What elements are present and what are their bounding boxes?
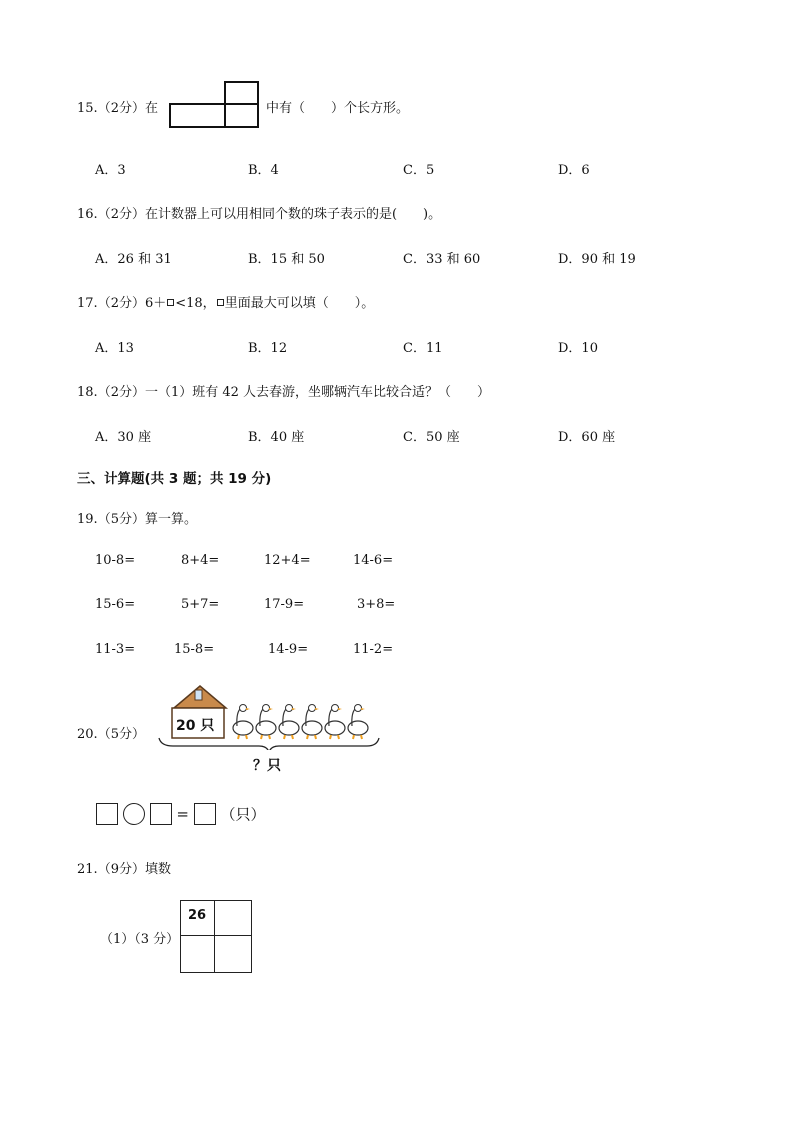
q20-stem [77, 723, 145, 742]
q16-option-d[interactable]: D．90 和 19 [558, 252, 636, 267]
calc-item: 3+8= [357, 597, 396, 612]
calc-item: 17-9= [264, 597, 305, 612]
q16-score: （2分） [97, 207, 145, 222]
goose-icon [256, 705, 276, 740]
q15-number: 15. [77, 101, 98, 116]
q21-stem [77, 858, 171, 877]
q20-score: （5分） [97, 727, 145, 742]
q15-rectangle-figure [168, 80, 262, 130]
grid-cell[interactable] [180, 935, 215, 973]
q15-option-d[interactable]: D．6 [558, 163, 590, 178]
goose-icon [325, 705, 345, 740]
calc-item: 11-3= [95, 642, 136, 657]
q15-text-after: 中有（ ）个长方形。 [266, 101, 410, 116]
q18-option-b[interactable]: B．40 座 [248, 430, 305, 445]
house-label: 20 只 [176, 718, 215, 734]
q17-stem [77, 292, 374, 311]
number-grid [180, 900, 252, 973]
q17-text-c: 里面最大可以填（ ）。 [224, 296, 375, 311]
q18-option-a[interactable]: A．30 座 [95, 430, 152, 445]
calc-item: 12+4= [264, 553, 311, 568]
grid-cell [180, 900, 215, 936]
q21-sub1-label: （1）（3 分） [100, 932, 180, 947]
calc-item: 14-9= [268, 642, 309, 657]
q18-option-c[interactable]: C．50 座 [403, 430, 460, 445]
q21-number: 21. [77, 862, 98, 877]
q17-text-a: 6＋ [144, 296, 167, 311]
brace-icon [159, 738, 379, 750]
blank-box-icon [167, 299, 174, 306]
answer-box-2[interactable] [150, 803, 172, 825]
q20-answer-row [96, 803, 266, 825]
q21-text: 填数 [144, 862, 171, 877]
goose-icon [348, 705, 368, 740]
q15-stem [77, 97, 158, 116]
answer-box-1[interactable] [96, 803, 118, 825]
answer-unit: （只） [220, 805, 266, 824]
goose-icon [233, 705, 253, 740]
q18-option-d[interactable]: D．60 座 [558, 430, 616, 445]
calc-item: 14-6= [353, 553, 394, 568]
calc-item: 8+4= [181, 553, 220, 568]
section-3-heading: 三、计算题(共 3 题；共 19 分) [77, 471, 272, 487]
q15-option-a[interactable]: A．3 [95, 163, 126, 178]
q15-option-c[interactable]: C．5 [403, 163, 435, 178]
blank-box-icon [217, 299, 224, 306]
q18-text: 一（1）班有 42 人去春游，坐哪辆汽车比较合适？（ ） [144, 385, 491, 400]
q19-score: （5分） [97, 512, 145, 527]
q16-number: 16. [77, 207, 98, 222]
q16-option-a[interactable]: A．26 和 31 [95, 252, 172, 267]
q16-stem [77, 203, 441, 222]
q15-option-b[interactable]: B．4 [248, 163, 279, 178]
q16-option-b[interactable]: B．15 和 50 [248, 252, 325, 267]
q17-option-b[interactable]: B．12 [248, 341, 288, 356]
answer-box-result[interactable] [194, 803, 216, 825]
calc-item: 15-6= [95, 597, 136, 612]
total-label: ？只 [253, 758, 281, 774]
q17-text-b: <18， [175, 296, 216, 311]
q17-number: 17. [77, 296, 98, 311]
q17-option-c[interactable]: C．11 [403, 341, 443, 356]
grid-cell[interactable] [214, 900, 252, 936]
q18-stem [77, 381, 490, 400]
q15-score: （2分） [97, 101, 145, 116]
q18-score: （2分） [97, 385, 145, 400]
q21-score: （9分） [97, 862, 145, 877]
calc-item: 10-8= [95, 553, 136, 568]
q16-option-c[interactable]: C．33 和 60 [403, 252, 481, 267]
q20-number: 20. [77, 727, 98, 742]
calc-item: 15-8= [174, 642, 215, 657]
goose-icon [302, 705, 322, 740]
goose-icon [279, 705, 299, 740]
q16-text: 在计数器上可以用相同个数的珠子表示的是( )。 [144, 207, 442, 222]
q17-score: （2分） [97, 296, 145, 311]
operator-circle[interactable] [123, 803, 145, 825]
q19-stem [77, 508, 197, 527]
calc-item: 11-2= [353, 642, 394, 657]
grid-cell-value: 26 [188, 908, 207, 923]
calc-item: 5+7= [181, 597, 220, 612]
q19-text: 算一算。 [144, 512, 197, 527]
q18-number: 18. [77, 385, 98, 400]
q17-option-a[interactable]: A．13 [95, 341, 134, 356]
grid-cell[interactable] [214, 935, 252, 973]
q15-text-before: 在 [144, 101, 158, 116]
q17-option-d[interactable]: D．10 [558, 341, 598, 356]
equals-sign: = [176, 805, 189, 823]
q19-number: 19. [77, 512, 98, 527]
